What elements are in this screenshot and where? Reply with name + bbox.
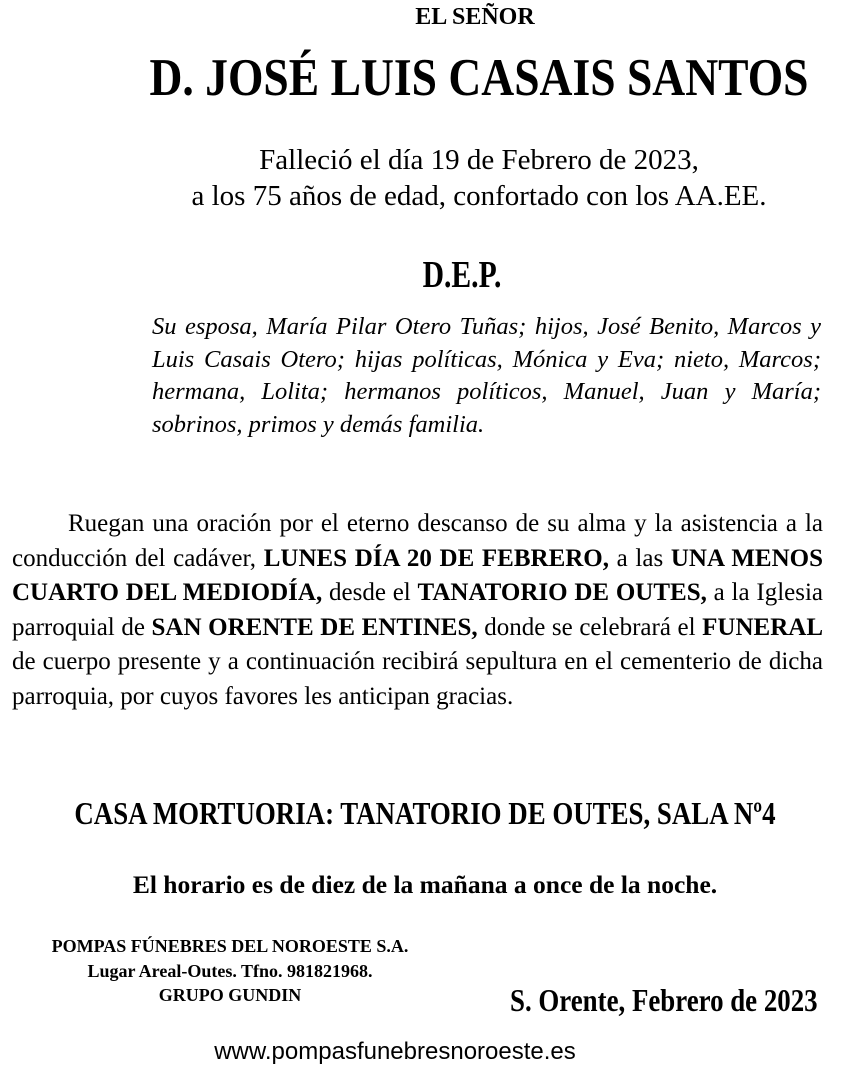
- request-paragraph: [12, 507, 823, 714]
- request-funeral: FUNERAL: [702, 613, 823, 641]
- mortuary-house: CASA MORTUORIA: TANATORIO DE OUTES, SALA Nº4: [74, 795, 776, 831]
- website-link[interactable]: www.pompasfunebresnoroeste.es: [214, 1038, 576, 1065]
- request-origin: TANATORIO DE OUTES,: [417, 579, 707, 606]
- request-church: SAN ORENTE DE ENTINES,: [151, 613, 478, 641]
- request-date: LUNES DÍA 20 DE FEBRERO,: [263, 544, 610, 572]
- request-text-4: a la Iglesia parroquial de: [12, 579, 824, 641]
- company-name: POMPAS FÚNEBRES DEL NOROESTE S.A.: [51, 936, 409, 956]
- request-text-6: de cuerpo presente y a continuación recibirá sepultura en el cementerio de dicha parroquia, por cuyos favores les anticipan gracias.: [12, 648, 823, 710]
- place-date-signature: S. Orente, Febrero de 2023: [510, 982, 818, 1018]
- request-text-5: donde se celebrará el: [477, 613, 703, 641]
- deceased-name: D. JOSÉ LUIS CASAIS SANTOS: [149, 49, 809, 107]
- visiting-hours: El horario es de diez de la mañana a once de la noche.: [132, 870, 718, 899]
- family-paragraph: Su esposa, María Pilar Otero Tuñas; hijos, José Benito, Marcos y Luis Casais Otero; hijas políticas, Mónica y Eva; nieto, Marcos; hermana, Lolita; hermanos políticos, Manuel, Juan y María; sobrinos, primos y demás familia.: [152, 313, 821, 438]
- company-address: Lugar Areal-Outes. Tfno. 981821968.: [87, 960, 373, 981]
- request-text-2: a las: [609, 544, 671, 572]
- company-group: GRUPO GUNDIN: [158, 985, 302, 1005]
- death-info-line-2: a los 75 años de edad, confortado con los AA.EE.: [191, 180, 767, 212]
- funeral-company: [0, 934, 460, 1008]
- request-time: UNA MENOS CUARTO DEL MEDIODÍA,: [12, 544, 823, 606]
- header-title: EL SEÑOR: [415, 4, 535, 30]
- dep-label: D.E.P.: [422, 254, 502, 296]
- death-info: [0, 142, 850, 214]
- request-text-3: desde el: [322, 579, 418, 606]
- request-text-1: Ruegan una oración por el eterno descanso de su alma y la asistencia a la conducción del cadáver,: [12, 510, 823, 572]
- death-info-line-1: Falleció el día 19 de Febrero de 2023,: [259, 144, 699, 176]
